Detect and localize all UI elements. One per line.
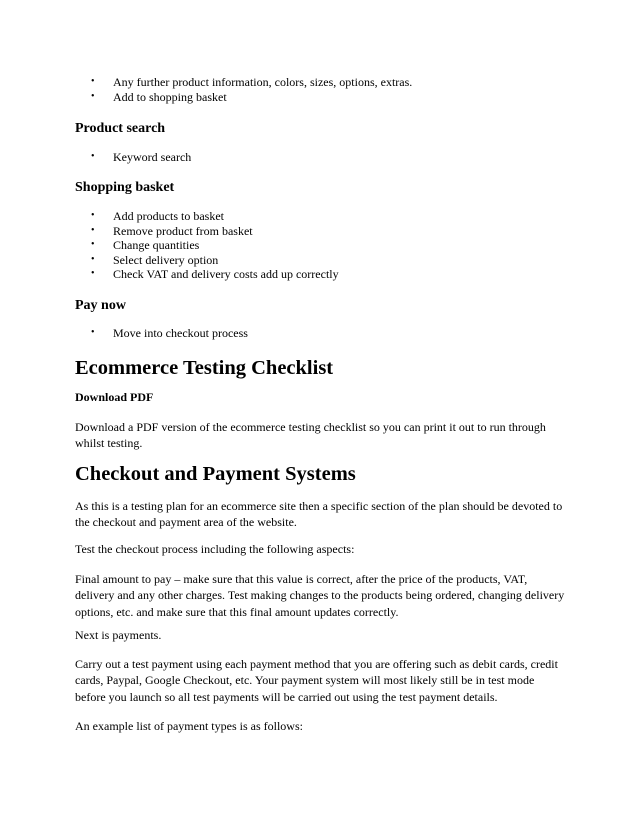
section-heading-ecommerce-checklist: Ecommerce Testing Checklist xyxy=(75,357,334,379)
list-item-text: Add to shopping basket xyxy=(113,89,227,104)
list-item-text: Select delivery option xyxy=(113,252,219,267)
bullet-icon: • xyxy=(91,268,95,279)
bullet-icon: • xyxy=(91,224,95,236)
section-heading-shopping-basket: Shopping basket xyxy=(75,180,175,195)
section-heading-checkout-payment: Checkout and Payment Systems xyxy=(75,463,356,485)
paragraph: Final amount to pay – make sure that this value is correct, after the price of the products, VAT, delivery and any other charges. Test making changes to the products being ordered, changing delivery options, etc. and make sure that this final amount updates correctly. xyxy=(75,572,565,619)
bullet-icon: • xyxy=(91,210,95,221)
bullet-icon: • xyxy=(91,151,95,162)
section-heading-pay-now: Pay now xyxy=(75,298,126,313)
paragraph: An example list of payment types is as follows: xyxy=(75,719,303,733)
list-item-text: Change quantities xyxy=(113,238,200,252)
download-pdf-link[interactable]: Download PDF xyxy=(75,390,154,404)
bullet-icon: • xyxy=(91,239,95,250)
list-item-text: Check VAT and delivery costs add up correctly xyxy=(113,267,339,281)
bullet-icon: • xyxy=(91,327,95,338)
bullet-icon: • xyxy=(91,90,95,102)
paragraph: Test the checkout process including the following aspects: xyxy=(75,542,355,556)
list-item-text: Any further product information, colors, sizes, options, extras. xyxy=(113,75,413,89)
list-item-text: Keyword search xyxy=(113,150,192,164)
section-heading-product-search: Product search xyxy=(75,121,166,136)
checklist-description: Download a PDF version of the ecommerce testing checklist so you can print it out to run through whilst testing. xyxy=(75,420,546,451)
list-item-text: Add products to basket xyxy=(113,209,224,223)
bullet-icon: • xyxy=(91,253,95,265)
list-item-text: Remove product from basket xyxy=(113,223,253,238)
paragraph: Next is payments. xyxy=(75,628,162,642)
list-item-text: Move into checkout process xyxy=(113,326,248,340)
bullet-icon: • xyxy=(91,76,95,87)
paragraph: Carry out a test payment using each payment method that you are offering such as debit cards, credit cards, Paypal, Google Checkout, etc. Your payment system will most likely still be in test mode before you launch so all test payments will be carried out using the test payment details. xyxy=(75,657,558,704)
paragraph: As this is a testing plan for an ecommerce site then a specific section of the plan should be devoted to the checkout and payment area of the website. xyxy=(75,499,563,530)
